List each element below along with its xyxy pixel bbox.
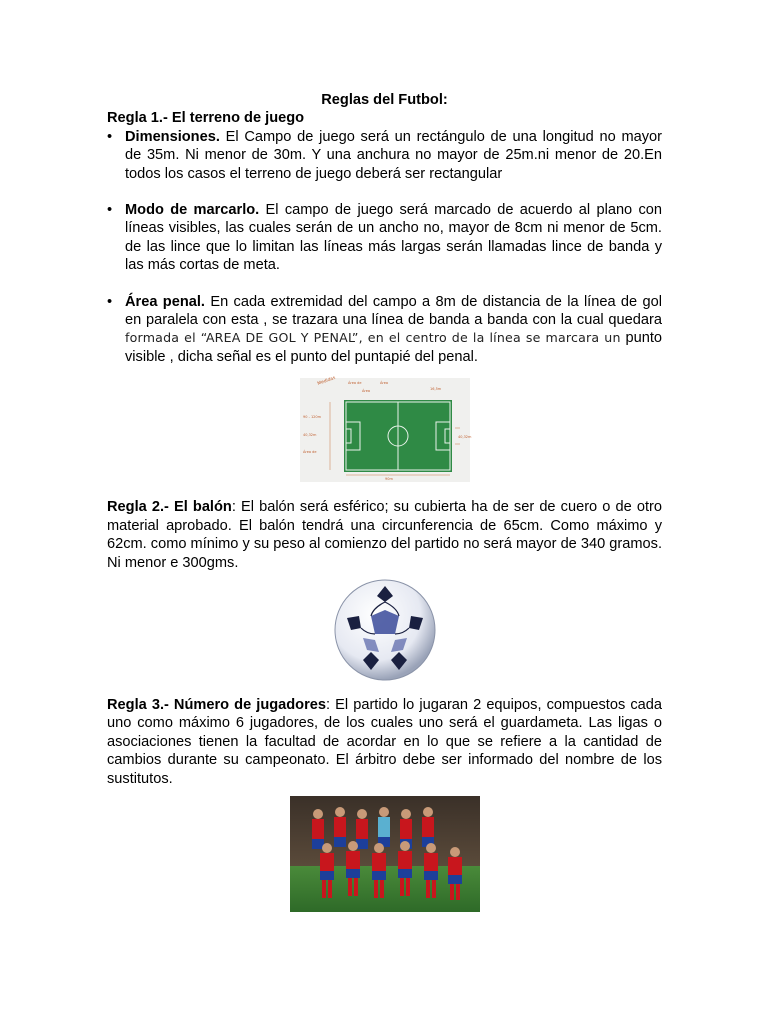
svg-text:90 - 120m: 90 - 120m [302, 415, 321, 420]
bullet-icon: • [107, 128, 113, 145]
svg-text:Área de: Área de [347, 381, 362, 386]
bullet-icon: • [107, 202, 113, 219]
document-title: Reglas del Futbol: [321, 92, 448, 108]
field-diagram [300, 378, 470, 482]
svg-text:Área de: Área de [302, 450, 317, 455]
svg-text:90m: 90m [384, 477, 393, 482]
regla1-heading: Regla 1.- El terreno de juego [107, 110, 305, 127]
soccer-ball-image [333, 578, 437, 682]
list-item-dimensiones: • Dimensiones. El Campo de juego será un rectángulo de una longitud no mayor de 35m. Ni menor de 30m. Y una anchura no mayor de 25m.ni menor de 20.En todos los casos el terreno de juego deberá ser rectangular [107, 128, 662, 182]
svg-text:Área: Área [379, 381, 388, 386]
document-page [107, 91, 662, 912]
spacer [107, 183, 662, 201]
svg-text:40,32m: 40,32m [302, 433, 316, 438]
team-photo [290, 796, 480, 912]
svg-text:Medidas: Medidas [316, 376, 336, 388]
regla3-paragraph: Regla 3.- Número de jugadores: El partido lo jugaran 2 equipos, compuestos cada uno como máximo 6 jugadores, de los cuales uno será el guardameta. Las ligas o asociaciones tienen la facultad de acordar en lo que se refiere a la cantidad de cambios durante su campeonato. El árbitro debe ser informado del nombre de los sustitutos. [107, 696, 662, 787]
bullet-icon: • [107, 293, 113, 310]
svg-text:Área: Área [361, 389, 370, 394]
svg-text:40,32m: 40,32m [457, 435, 471, 440]
spacer [107, 275, 662, 293]
regla2-paragraph: Regla 2.- El balón: El balón será esférico; su cubierta ha de ser de cuero o de otro material aprobado. El balón tendrá una circunferencia de 65cm. Como máximo y 62cm. como mínimo y su peso al comienzo del partido no será mayor de 340 gramos. Ni menor e 300gms. [107, 499, 663, 571]
list-item-modo-marcarlo: • Modo de marcarlo. El campo de juego será marcado de acuerdo al plano con líneas visibles, las cuales serán de un ancho no, mayor de 8cm ni menor de 5cm. de las lince que lo limitan las líneas más largas serán llamadas lince de banda y las más cortas de meta. [107, 202, 663, 274]
regla1-list [107, 128, 662, 366]
list-item-area-penal: • Área penal. En cada extremidad del campo a 8m de distancia de la línea de gol en paralela con esta , se trazara una línea de banda a banda con la cual quedara formada el “AREA DE GOL Y PENAL”, en el centro de la línea se marcara un punto visible , dicha señal es el punto del puntapié del penal. [107, 293, 662, 365]
svg-text:16,5m: 16,5m [429, 387, 441, 392]
